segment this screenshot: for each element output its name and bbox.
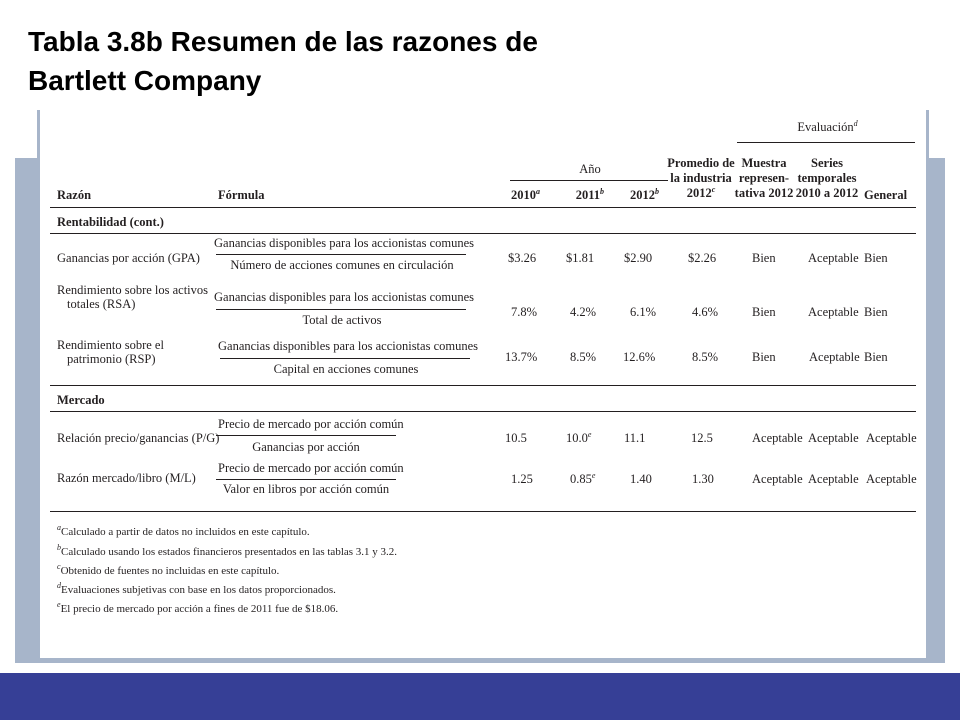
value-2012: $2.90 xyxy=(624,251,653,265)
section-rule xyxy=(50,411,916,412)
formula-numerator: Precio de mercado por acción común xyxy=(218,461,404,475)
value-2010: 10.5 xyxy=(505,431,527,445)
section-divider xyxy=(50,385,916,386)
header-2010: 2010$^a$ xyxy=(511,187,540,202)
ratio-name-cont: patrimonio (RSP) xyxy=(67,352,156,366)
value-2011: 0.85e xyxy=(570,471,596,486)
formula-denominator: Número de acciones comunes en circulación xyxy=(230,258,454,272)
fraction-bar xyxy=(216,479,396,480)
formula-denominator: Valor en libros por acción común xyxy=(222,482,390,496)
value-2012: 11.1 xyxy=(624,431,646,445)
value-2011: 8.5% xyxy=(570,350,597,364)
header-series: Series temporales 2010 a 2012 xyxy=(795,156,859,200)
fraction-bar xyxy=(216,254,466,255)
slide-title xyxy=(28,22,538,100)
eval-muestra: Aceptable xyxy=(752,472,803,486)
eval-series: Aceptable xyxy=(808,251,859,265)
header-rule xyxy=(50,207,916,208)
evaluacion-rule xyxy=(737,142,915,143)
section-title: Mercado xyxy=(57,393,105,407)
formula-denominator: Capital en acciones comunes xyxy=(273,362,419,376)
formula-numerator: Ganancias disponibles para los accionistas comunes xyxy=(214,236,474,250)
value-2011: $1.81 xyxy=(566,251,595,265)
value-2011: 10.0e xyxy=(566,430,592,445)
value-2012: 6.1% xyxy=(630,305,657,319)
formula-denominator: Ganancias por acción xyxy=(252,440,360,454)
header-anio: Año xyxy=(579,162,601,176)
ratio-name: Razón mercado/libro (M/L) xyxy=(57,471,196,485)
header-muestra: Muestra represen- tativa 2012 xyxy=(734,156,794,200)
eval-series: Aceptable xyxy=(808,472,859,486)
ratio-name-cont: totales (RSA) xyxy=(67,297,136,311)
ratio-summary-table xyxy=(40,110,932,658)
eval-general: Aceptable xyxy=(866,431,917,445)
eval-muestra: Aceptable xyxy=(752,431,803,445)
header-formula: Fórmula xyxy=(218,188,265,202)
ratio-name: Rendimiento sobre los activos xyxy=(57,283,209,297)
value-industria: $2.26 xyxy=(688,251,717,265)
value-2012: 1.40 xyxy=(630,472,652,486)
value-2010: 7.8% xyxy=(511,305,538,319)
value-2012: 12.6% xyxy=(623,350,656,364)
eval-general: Bien xyxy=(864,305,888,319)
header-general: General xyxy=(864,188,908,202)
fraction-bar xyxy=(220,358,470,359)
eval-muestra: Bien xyxy=(752,350,776,364)
eval-series: Aceptable xyxy=(809,350,860,364)
fraction-bar xyxy=(216,309,466,310)
section-rule xyxy=(50,233,916,234)
header-evaluacion: Evaluación$^d$ xyxy=(797,119,858,134)
eval-general: Bien xyxy=(864,350,888,364)
fraction-bar xyxy=(216,435,396,436)
anio-rule xyxy=(510,180,668,181)
value-2010: $3.26 xyxy=(508,251,537,265)
formula-numerator: Precio de mercado por acción común xyxy=(218,417,404,431)
eval-series: Aceptable xyxy=(808,431,859,445)
table-image-card xyxy=(37,110,929,658)
value-industria: 8.5% xyxy=(692,350,719,364)
ratio-name: Ganancias por acción (GPA) xyxy=(57,251,200,265)
header-razon: Razón xyxy=(57,188,92,202)
value-2011: 4.2% xyxy=(570,305,597,319)
value-industria: 12.5 xyxy=(691,431,713,445)
table-bottom-rule xyxy=(50,511,916,512)
eval-muestra: Bien xyxy=(752,251,776,265)
eval-general: Aceptable xyxy=(866,472,917,486)
ratio-name: Relación precio/ganancias (P/G) xyxy=(57,431,220,445)
footnote: $^b$Calculado usando los estados financieros presentados en las tablas 3.1 y 3.2. xyxy=(57,543,398,558)
eval-muestra: Bien xyxy=(752,305,776,319)
header-industria: Promedio de la industria 2012$^c$ xyxy=(667,156,735,200)
slide-title-line-2: Bartlett Company xyxy=(28,65,262,96)
ratio-name: Rendimiento sobre el xyxy=(57,338,164,352)
value-2010: 13.7% xyxy=(505,350,538,364)
section-title: Rentabilidad (cont.) xyxy=(57,215,164,229)
eval-general: Bien xyxy=(864,251,888,265)
value-industria: 1.30 xyxy=(692,472,714,486)
header-2011: 2011$^b$ xyxy=(575,187,604,202)
formula-denominator: Total de activos xyxy=(302,313,382,327)
footer-bar xyxy=(0,673,960,720)
slide-title-line-1: Tabla 3.8b Resumen de las razones de xyxy=(28,26,538,57)
formula-numerator: Ganancias disponibles para los accionistas comunes xyxy=(214,290,474,304)
footnote: $^c$Obtenido de fuentes no incluidas en este capítulo. xyxy=(57,562,280,577)
footnote: $^a$Calculado a partir de datos no incluidos en este capítulo. xyxy=(57,523,310,538)
header-2012: 2012$^b$ xyxy=(630,187,659,202)
formula-numerator: Ganancias disponibles para los accionistas comunes xyxy=(218,339,478,353)
value-industria: 4.6% xyxy=(692,305,719,319)
value-2010: 1.25 xyxy=(511,472,533,486)
footnote: $^e$El precio de mercado por acción a fines de 2011 fue de $18.06. xyxy=(57,600,339,615)
footnote: $^d$Evaluaciones subjetivas con base en los datos proporcionados. xyxy=(57,581,336,596)
eval-series: Aceptable xyxy=(808,305,859,319)
